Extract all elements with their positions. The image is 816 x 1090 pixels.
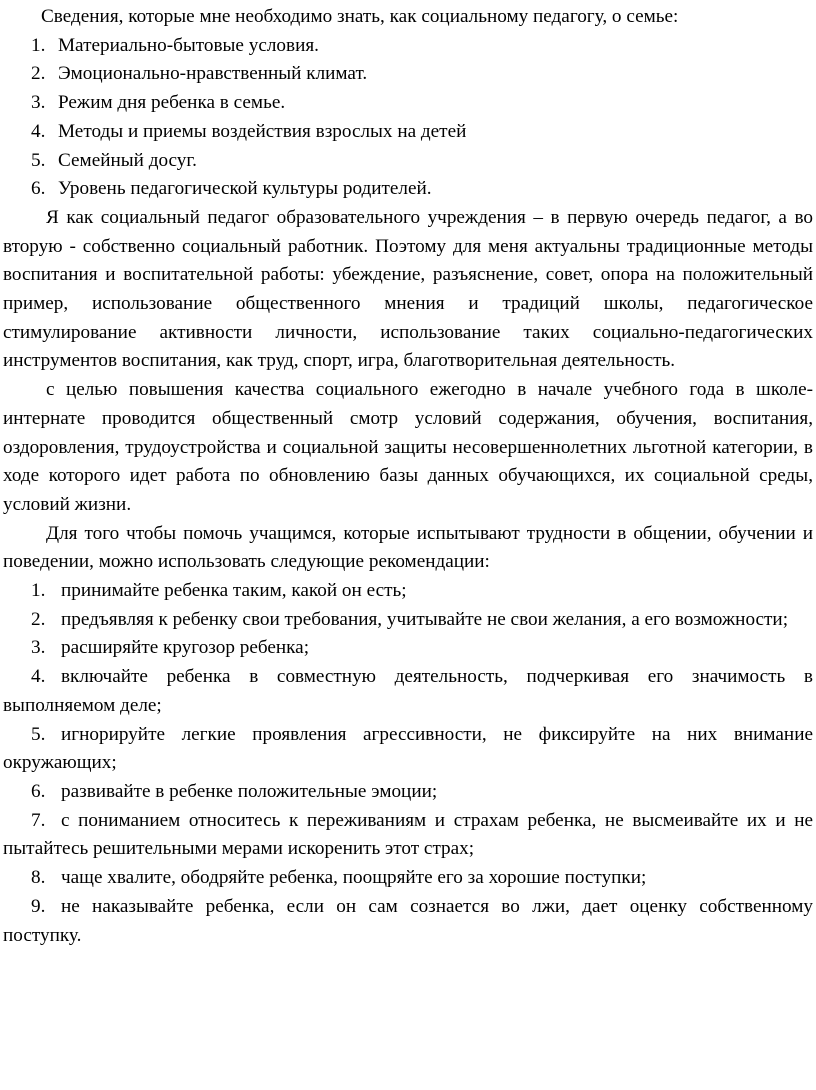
list-item-number: 2. (31, 608, 46, 630)
list-item-number: 4. (31, 666, 46, 688)
paragraph-recommendations-intro: Для того чтобы помочь учащимся, которые испытывают трудности в общении, обучении и поведении, можно использовать следующие рекомендации: (3, 522, 813, 573)
list-item-number: 1. (31, 34, 46, 56)
list-item-text: Семейный досуг. (58, 149, 197, 171)
list-item-number: 8. (31, 867, 46, 889)
list-item (3, 89, 813, 118)
list-item-number: 6. (31, 178, 46, 200)
list-item-number: 5. (31, 723, 46, 745)
list-item (3, 60, 813, 89)
list-item-number: 5. (31, 149, 46, 171)
list-item (3, 118, 813, 147)
list-item-number: 6. (31, 780, 46, 802)
list-item (3, 606, 813, 635)
list-item-text: включайте ребенка в совместную деятельность, подчеркивая его значимость в выполняемом деле; (3, 666, 813, 716)
list-item (3, 864, 813, 893)
list-item-text: не наказывайте ребенка, если он сам сознается во лжи, дает оценку собственному поступку. (3, 895, 813, 946)
paragraph-social-pedagogue-role: Я как социальный педагог образовательного учреждения – в первую очередь педагог, а во вторую - собственно социальный работник. Поэтому для меня актуальны традиционные методы воспитания и воспитательной работы: убеждение, разъяснение, совет, опора на положительный пример, использование общественного мнения и традиций школы, педагогическое стимулирование активности личности, использование таких социально-педагогических инструментов воспитания, как труд, спорт, игра, благотворительная деятельность. (3, 206, 813, 372)
list-item (3, 147, 813, 176)
list-item-text: чаще хвалите, ободряйте ребенка, поощряйте его за хорошие поступки; (61, 867, 647, 889)
list-item-text: игнорируйте легкие проявления агрессивности, не фиксируйте на них внимание окружающих; (3, 723, 813, 774)
list-item-number: 9. (31, 895, 46, 917)
list-item-text: Методы и приемы воздействия взрослых на детей (58, 120, 467, 142)
intro-heading: Сведения, которые мне необходимо знать, как социальному педагогу, о семье: (41, 6, 679, 27)
recommendations-list (3, 577, 813, 950)
list-item-text: предъявляя к ребенку свои требования, учитывайте не свои желания, а его возможности; (61, 608, 789, 630)
list-item-number: 4. (31, 120, 46, 142)
list-item (3, 721, 813, 778)
list-item (3, 807, 813, 864)
list-item (3, 32, 813, 61)
family-topics-list (3, 32, 813, 204)
list-item (3, 634, 813, 663)
list-item-number: 3. (31, 92, 46, 114)
list-item-text: Уровень педагогической культуры родителей. (58, 178, 432, 200)
paragraph-annual-review: с целью повышения качества социального ежегодно в начале учебного года в школе-интернате проводится общественный смотр условий содержания, обучения, воспитания, оздоровления, трудоустройства и социальной защиты несовершеннолетних льготной категории, в ходе которого идет работа по обновлению базы данных обучающихся, их социальной среды, условий жизни. (3, 379, 813, 515)
list-item-number: 3. (31, 637, 46, 659)
list-item-number: 7. (31, 809, 46, 831)
list-item-text: Режим дня ребенка в семье. (58, 92, 286, 114)
list-item-text: Материально-бытовые условия. (58, 34, 319, 56)
list-item (3, 778, 813, 807)
list-item-text: Эмоционально-нравственный климат. (58, 63, 368, 85)
list-item (3, 893, 813, 950)
list-item-number: 2. (31, 63, 46, 85)
list-item-text: расширяйте кругозор ребенка; (61, 637, 310, 659)
list-item-text: с пониманием относитесь к переживаниям и страхам ребенка, не высмеивайте их и не пытайтесь решительными мерами искоренить этот страх; (3, 809, 813, 860)
list-item (3, 663, 813, 720)
list-item (3, 577, 813, 606)
list-item-number: 1. (31, 580, 46, 602)
list-item-text: принимайте ребенка таким, какой он есть; (61, 580, 407, 602)
list-item-text: развивайте в ребенке положительные эмоции; (61, 780, 438, 802)
list-item (3, 175, 813, 204)
